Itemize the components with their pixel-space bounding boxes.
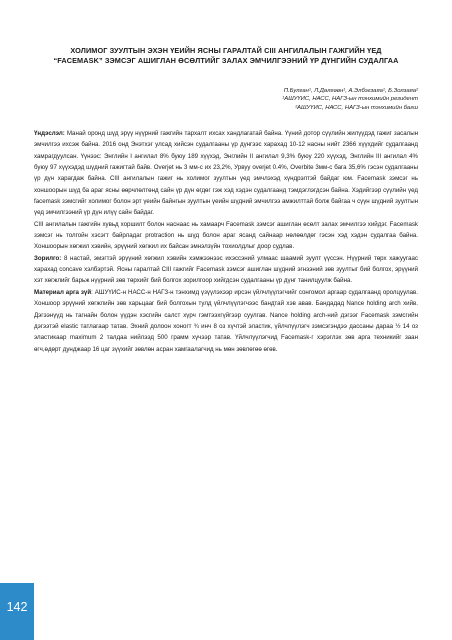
author-affiliation-1: ¹АШУҮИС, НАСС, НАГЗ-ын тэнхимийн резидент xyxy=(282,96,418,103)
authors-block xyxy=(282,87,418,112)
title-line-2: “FACEMASK” ЗЭМСЭГ АШИГЛАН ӨСӨЛТИЙГ ЗАЛАХ ЭМЧИЛГЭЭНИЙ ҮР ДҮНГИЙН СУДАЛГАА xyxy=(53,56,399,65)
section-text: 8 настай, эмэгтэй эрүүний хөгжил хэвийн хэмжээнээс ихэссэний улмаас шаамий зуулт үүссэн. Нүүрний төрх хажуугаас харахад concave хэлбэртэй. Ясны гаралтай CIII гажгийг Facemask зэмсэг ашиглан шүдний эгнээний зөв зуултыг бий болгох, эрүүний хэт хөгжлийг барьж нүүрний зөв төрхийг бий болгох зорилгоор хийгдсэн судалгааны үр дүнг танилцуулж байна. xyxy=(34,254,418,285)
section-text: Манай оронд шүд эрүү нүүрний гажгийн тархалт ихсах хандлагатай байна. Үүний дотор сүүлийн жилүүдэд гажиг засалын эмчилгээ ихсэж байна. 2016 онд Энэтхэг улсад хийсэн судалгааны үр дүнгээс харахад 10-12 насны нийт 2366 хүүхдийг судалгаанд хамрагдуулсан. Үүнээс: Энглийн I ангилал 8% буюу 189 хүүхэд, Энглийн II ангилал 9,3% буюу 220 хүүхэд, Энглийн III ангилал 4% буюу 97 хүүхэдэд шүдний гажигтай байв. Overjet нь 3 мм-с их 23,2%, Урвуу overjet 0.4%, Overbite 3мм-с бага 35,6% гэсэн судалгааны үр дүн харагдаж байна. CIII ангилалын гажиг нь холимог зуултын үед эмчлэхэд хүндрэлтэй байдаг юм. Facemask зэмсэг нь хоншоорын шүд ба араг ясны өөрчлөлтөнд сайн үр дүн өгдөг гэж хэд хэдэн судалгаанд тэмдэглэгдсэн байна. Хэдийгээр сүүлийн үед facemask зэмсгийг холимог болон эрт үеийн байнгын зуултын үеийн шүдний эмчилгээ амжилттай болж байгаа ч сүүн шүдний зуултын үед эмчилгээний үр дүн илүү сайн байдаг. xyxy=(34,130,418,217)
section-label: Үндэслэл: xyxy=(34,130,65,137)
section-background xyxy=(34,128,418,219)
section-text: CIII ангилалын гажгийн хувьд хоршилт болон наснаас нь хамаарч Facemask зэмсэг ашиглан өсөлт залах эмчилгээ хийдэг. Facemask зэмсэг нь толгойн хэсэгт байрладаг protraction нь шүд болон араг ясанд сайнаар нөлөөлдөг гэсэн хэд хэдэн судалгаа байна. Хоншоорын хөгжил хэвийн, эрүүний хөгжил их байсан эмнэлзүйн тохиолдлыг доор судлав. xyxy=(34,220,418,251)
page-number-tab xyxy=(0,583,34,640)
title-line-1: ХОЛИМОГ ЗУУЛТЫН ЭХЭН ҮЕИЙН ЯСНЫ ГАРАЛТАЙ СIII АНГИЛАЛЫН ГАЖГИЙН ҮЕД xyxy=(70,46,382,55)
section-objective xyxy=(34,253,418,287)
section-label: Зорилго: xyxy=(34,254,62,262)
abstract-body xyxy=(34,128,418,355)
author-names: П.Булган¹, Л.Дөлгөөн¹, А.Элбэгзаяа¹, Б.Золзаяа² xyxy=(283,88,418,94)
section-methods xyxy=(34,287,418,355)
paper-title xyxy=(34,46,418,66)
section-text: : АШУҮИС-н НАСС-н НАГЗ-н тэнхимд үзүүлэхээр ирсэн үйлчлүүлэгчийг сонгомол аргаар судалгаанд оролцуулав. Хоншоор эрүүний хөгжлийн зөв харьцааг бий болгохын тулд үйлчлүүлэгчээс бандтай хэв авав. Бандадад Nance holding arch хийв. Дэгээнүүд нь тагнайн болон үүдэн хэсгийн салст хүрч гэмтээхгүйгээр суулгав. Nance holding arch-ний дэгээг Facemask зэмсгийн дэгээтэй elastic татлагаар татав. Эхний долоон хоногт ¾ инч 8 оз хүчтэй эластик, үйлчлүүлэгч зэмсэгэндээ дассаны дараа ½ 14 оз эластикаар maximum 2 талдаа нийлээд 500 грамм хүчээр татав. Үйлчлүүлэгчид Facemask-г хэрэглэх зөв арга техникийг заан өгч,өдөрт дунджаар 16 цаг зүүхийг зөвлөн асран хамгаалагчид нь мөн зөвлөгөө өгөв. xyxy=(34,288,419,353)
section-label: Материал арга зүй xyxy=(34,288,92,296)
section-background-continued xyxy=(34,219,418,253)
page-number: 142 xyxy=(6,600,28,614)
author-affiliation-2: ²АШУҮИС, НАСС, НАГЗ-ын тэнхимийн багш xyxy=(295,104,418,111)
